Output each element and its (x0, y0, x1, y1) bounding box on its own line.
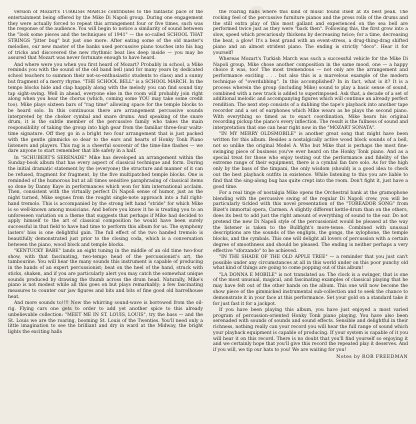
paragraph: "IN THE SHADE OF THE OLD APPLE TREE" — a reminder that you just can't possible under any circumstances at all in this world under on this poor punchy old what kind of things are going to come popping out of this album! (213, 254, 408, 272)
paragraph: In "SCHUBERT'S SERENADE" Mike has developed an arrangement within the Sunday-book album that has every aspect of classical technique and form. During the initial dramatic statement by the (everyone) the structure and manner of it can be refused, fragment for fragment, by the five multipatched temple blocks. One is reminded of the humorous but at all times sensitive paraphrasing of classical items so done by Danny Kaye in performances which won for him international acclaim. Then, consistent with the virtually perfect Di Napoli sense of humor, just as the night turned, Mike segues from the rought single-note approach into a full right-hand tremolo. This is accompanied by the strong left hand "stride" for which Mike is so well-known among musicians. And before you know it he is treating you to an unforeseen variation on a theme that suggests that perhaps if Mike had decided to apply himself to the art of classical composition he would have been surely successful in that field to have had time to perform this album for us. The symphony lasters' hiss is one delightful gain. The full effect of the two handed tremolo is beautifully demonstrated just prior to the closing coda, which is a conversation between the piano, wood block and temple blocks. (8, 155, 203, 248)
paragraph: And where were you when you first heard of Mozart? Probably in school, a Mike reminds you with the sound of the old band bell (and for many years by dedicated school teachers to summon their not-so-enthusiastic students to class) and a sunny but fragment of a merry rhyme. "THE SCHOOL BELL" is a SCHOOL MARCH. In the tempo blocks hide and clap happily along with the melody you can find sound tiny tap sight-swing. Well in ahead, everyone else in the room will probably join right along when you hear the chorus (which, coming some YOU may take some credit too). Mike plays sixteen bars of "rag time" allowing space for the temple blocks to be heard solo. In this continuous there are arrangement percussive sounds interpreted by the choker cymbal and snare drums. And speaking of the snare drum, it is the subtle member of the percussive family who takes the main responsibility of taking the group into high gear from the familiar three-four waltz-time signature. Off they go in a bright two four arrangement that is just packed with the gentle gimmicks so dear to the ears and hearts of Honky Tonk Piano listeners and players. This rag is a cheerful souvenir of the time-line flashes — we dare anyone to start remember that life safety in a half. (8, 62, 203, 155)
paragraph: version of Mozart's TURKISH MARCH contributes to the fantastic pace of the entertainment being offered by the Mike Di Napoli group. During one engagement they were actually forced to repeat this arrangement four or five times, such was the response of the audience. You will begin to notice a similarity of sound between the "look some pieces and the techniques of 1941" — the so-called SCHOOL THAT STRINGS "jitter bug" but just one more. After eating some of the old master's melodies, our new master of the banks used percussive piano touches into his bag of tricks and discovered the new rhythmic beat lies deep inside — you may be assured that Mozart was never fortunate enough to have heard. (8, 10, 203, 62)
right-column (213, 10, 408, 418)
paragraph: "LA DONNA E MOBILE" is not translated as: The clock is a swinger, that is one of the most unusual, magical, and fascinating examples of classical playing that he may have felt out of the other bands on the album. This one will now become the show piece of the gimmicked instrumental sub-collection and to seek the chance to demonstrate it in your face at this performance. Set your gold on a standard take it for just fast it for a jackpot. (213, 272, 408, 307)
paragraph: And more sounds to!!!! Now the whirring sound-wave is borrowed from the oil-rig. Flying cars one gets to order to add yet another spice to this already unbelievable collection: "MEET ME IN ST. LOUIS, LOUIS", try the bass — and the St. Louis we are the roaring, booming St. Louis of the Twenties. You'll need only a little imagination to see the brilliant and dry in ward at the Midway, the bright lights the exciting halls (8, 301, 203, 336)
paragraph: "IN MY MERRY OLDSMOBILE" is another great song that might have been written for this album. Besides a nostalgically active wood block sounds of a bell, not so unlike the original Model A. Who but Mike that is perhaps the most fine-swinging piece of business you've ever heard on the Honky Tonk piano. And as a special treat for those who enjoy testing out the performance and fidelity of the extreme range of their equipment, there is a cymbal fan fare solo. As for the high only by the bass of the timpani, the only wisdom (should) is a good idea to check out the best playback outfits in existence. While listening to this you are liable to find that the sing-along bug has quite crept into the room. Don't fight it, just have a good time. (213, 132, 408, 190)
paragraph: Whereas Mozart's Turkish March was such a successful vehicle for the Mike Di Napoli group, Mike chose another composition in the same mood, one — a happy choice it was, too! The most tremendous — not only are the arrangement and performance exciting . . . but also this is a marvelous example of the modern technique of "overdubbing". In this accomplished? In in fact, what is it? It is a process wherein the group (including Mike) sound to play a basic sense of sound, combined with a new track is added to superimposed. Ask that, a decade of a set of additional melodic and accompanying figures which will continue an already perfect rendition. The next step consists of a dubbing the tape's playback into another tape recorder and a set of earphones which Mike wears as he plays the second piano. With everything so timed as to exact coordination, Mike hears his original recording pickup the piano's every inflection. The result is the fullness of sound and interpretation that one can hear right now in the "MOZART SONATA". (213, 56, 408, 132)
paragraph: "KENTUCKY BABE" lands an eight tuning in the middle of an old time two-four show, with that fascinating, two-tempo head of the percussionist's art, the tambourine. You will hear the many sounds this instrument is capable of producing in the hands of an expert percussionist; beat on the heel of the hand, struck with sticks, shaken, and if you are particularly alert you may catch the somewhat unique sounds produced by drawing the thumb across the drum head. Naturally, Mike's piano is not modest while all this goes on but plays remarkably; a few fascinating measures to counter our jaw figures and bits and bits of fine good old barrelhouse heat. (8, 248, 203, 301)
notes-credit: Notes by ROB FREEDMAN (336, 355, 408, 361)
paragraph: For a real tinge of nostalgia Mike opens the Orchestral bank at the gramophone blending with the percussive swing of the regular Di Napoli crew, you will be particularly tickled with this novel presentation of the "TOREADOR SONG" from Bizet's immortal opera, Carmen. A slightly different kettle-drum than on the others, does its best to add just the right amount of everything of sound to the ear. Do not pretend the new Di Napoli style of the percussionist would be pleased at the way the listener is taken to the Bullfight's more-tense. Combined with unusual descriptions are the sounds of the englipts, the gongs, the xylophone, the temple blocks, and the cymbals. This one will delight all lovers of percussion with a certain degree of smoothness and should be pleased. The ending is neither perhaps a very effective "sforzando" to be achieved. (213, 190, 408, 254)
paragraph: If you have been playing this album, you have just enjoyed a most varied program of percussion-oriented Honky Tonk piano playing. You have also been serenaded with sounds of sounds and sound effects. Sensible and delightful in their richness, nothing really can your record you will hear the full range of sound which your playback equipment is capable of producing. If your system is capable of it you will hear it on this record. There is no doubt that you'll find yourself so enjoying it and we certainly hope that you'll give this record the repeated play it deserves. And if you will, we tip our hats to you! We are waiting for you! (213, 307, 408, 354)
left-column (8, 10, 203, 418)
text-columns (8, 10, 408, 418)
paragraph: the roaring halls where this kind of music found itself at its best peak. The rocking feel of the percussive furniture pianos and the press rolls of the drums and the still extra play of this most gallant and experienced on the sea bell are performed twice just as they were "back then". Following this, the first grow into a slow, speed which precariously thickens by decreasing twice; for a time, decreasing the beat, a glow! It's a beat grand with an event-stress, a drug-thing-drag shifted piano and an almost strident piano. The ending is strictly "deco". Hear it for yourself! (213, 10, 408, 56)
